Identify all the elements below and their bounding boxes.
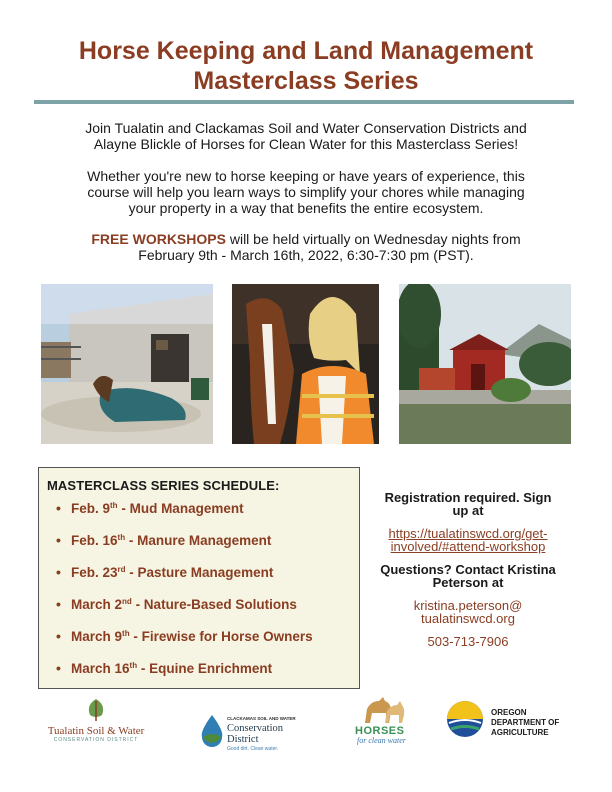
schedule-item (47, 629, 349, 661)
registration-heading-line-1: Registration required. Sign (384, 490, 552, 505)
title-divider (34, 100, 574, 104)
intro-paragraph-3 (36, 231, 576, 263)
horses-for-clean-water-logo (349, 695, 417, 751)
intro-p1-line-2: Alayne Blickle of Horses for Clean Water for this Masterclass Series! (93, 136, 519, 152)
title-line-2: Masterclass Series (193, 67, 419, 95)
contact-email-line-2[interactable]: tualatinswcd.org (421, 611, 515, 626)
intro-p2-line-2: course will help you learn ways to simplify your chores while managing (87, 184, 525, 200)
schedule-item (47, 565, 349, 597)
contact-email[interactable] (364, 599, 572, 625)
registration-link-line-2[interactable]: involved/#attend-workshop (390, 539, 546, 554)
intro-paragraph-2 (36, 168, 576, 216)
schedule-date-suffix: th (117, 533, 126, 542)
oregon-logo-line-3: AGRICULTURE (491, 728, 549, 737)
schedule-box (38, 467, 360, 689)
questions-line-1: Questions? Contact Kristina (380, 562, 556, 577)
schedule-item (47, 661, 349, 693)
horses-logo-sub: for clean water (357, 736, 406, 745)
schedule-date: March 16 (71, 661, 130, 676)
oregon-logo-line-1: OREGON (491, 708, 527, 717)
photo-red-barn (399, 284, 571, 444)
page-title (20, 36, 592, 96)
intro-p1-line-1: Join Tualatin and Clackamas Soil and Water Conservation Districts and (85, 120, 527, 136)
schedule-topic: - Nature-Based Solutions (131, 597, 297, 612)
schedule-date: March 9 (71, 629, 123, 644)
intro-p3-line-2: February 9th - March 16th, 2022, 6:30-7:30 pm (PST). (138, 247, 474, 263)
schedule-list (47, 501, 349, 693)
schedule-date: Feb. 23 (71, 565, 118, 580)
title-line-1: Horse Keeping and Land Management (78, 37, 534, 65)
horses-icon (359, 695, 405, 725)
intro-p3-line-1 (36, 231, 576, 247)
schedule-date: Feb. 9 (71, 501, 111, 516)
tualatin-logo-name: Tualatin Soil & Water (47, 725, 145, 737)
oregon-agriculture-logo (445, 695, 569, 745)
schedule-topic: - Mud Management (117, 501, 244, 516)
schedule-topic: - Equine Enrichment (137, 661, 273, 676)
registration-heading-line-2: up at (452, 503, 484, 518)
intro-paragraph-1 (36, 120, 576, 152)
schedule-date-suffix: nd (122, 597, 132, 606)
oregon-sun-icon (445, 699, 485, 739)
photo-horse-barn (41, 284, 213, 444)
schedule-topic: - Pasture Management (125, 565, 274, 580)
schedule-topic: - Manure Management (125, 533, 272, 548)
questions-line-2: Peterson at (432, 575, 504, 590)
schedule-date-suffix: th (129, 661, 138, 670)
tualatin-logo-sub: CONSERVATION DISTRICT (53, 737, 139, 743)
schedule-topic: - Firewise for Horse Owners (129, 629, 313, 644)
clackamas-logo-line-2: District (227, 734, 259, 745)
intro-p3-rest: will be held virtually on Wednesday nights from (225, 231, 521, 247)
clackamas-logo (197, 695, 307, 751)
photo-woman-with-horse (232, 284, 379, 444)
free-workshops-label: FREE WORKSHOPS (91, 231, 226, 247)
contact-email-line-1[interactable]: kristina.peterson@ (413, 598, 523, 613)
registration-heading (364, 491, 572, 517)
intro-p2-line-3: your property in a way that benefits the entire ecosystem. (128, 200, 484, 216)
clackamas-logo-top: CLACKAMAS SOIL AND WATER (227, 716, 296, 721)
schedule-date-suffix: th (110, 501, 118, 510)
water-drop-icon (199, 713, 225, 747)
oregon-logo-text (491, 708, 559, 738)
oregon-logo-line-2: DEPARTMENT OF (491, 718, 560, 727)
schedule-date-suffix: rd (117, 565, 126, 574)
schedule-heading: MASTERCLASS SERIES SCHEDULE: (47, 478, 280, 493)
schedule-date: Feb. 16 (71, 533, 118, 548)
schedule-item (47, 501, 349, 533)
registration-link[interactable] (364, 527, 572, 553)
schedule-date: March 2 (71, 597, 123, 612)
leaf-icon (86, 697, 106, 721)
intro-p2-line-1: Whether you're new to horse keeping or have years of experience, this (87, 168, 525, 184)
contact-phone: 503-713-7906 (427, 634, 509, 649)
tualatin-logo (44, 695, 148, 747)
registration-link-line-1[interactable]: https://tualatinswcd.org/get- (388, 526, 548, 541)
questions-heading (364, 563, 572, 589)
schedule-item (47, 597, 349, 629)
horses-logo-name: HORSES (355, 725, 405, 737)
clackamas-logo-tagline: Good dirt. Clean water. (227, 746, 279, 752)
clackamas-logo-line-1: Conservation (227, 723, 283, 734)
schedule-date-suffix: th (122, 629, 130, 638)
schedule-item (47, 533, 349, 565)
